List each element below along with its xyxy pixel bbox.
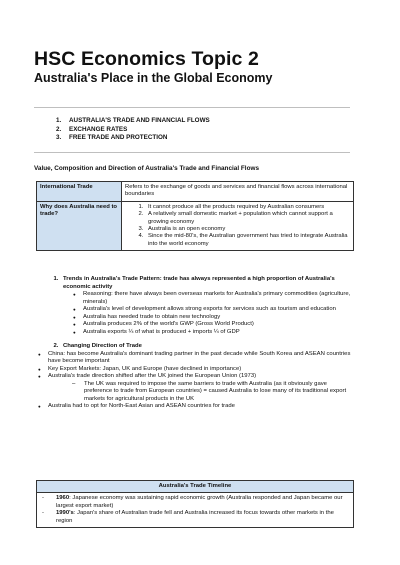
bullet-item: ● Reasoning: there have always been overseas markets for Australia's primary commodities (agriculture, minerals): [73, 291, 356, 306]
bullet-item: – The UK was required to impose the same barriers to trade with Australia (as it obviously gave preference to trade from European countries) = caused Australia to lose many of its traditional export markets for agricultural products in the UK: [74, 381, 356, 404]
section-heading: Value, Composition and Direction of Australia's Trade and Financial Flows: [34, 165, 259, 172]
list-item: [60, 276, 356, 336]
bullet-item: ● Australia has needed trade to obtain new technology: [73, 314, 356, 322]
definition-cell: [122, 201, 354, 250]
definition-cell: Refers to the exchange of goods and services and financial flows across international boundaries: [122, 182, 354, 202]
trade-timeline-table: [36, 480, 354, 528]
direction-heading: Changing Direction of Trade: [63, 343, 142, 349]
table-row: [37, 201, 354, 250]
direction-bullets: [38, 351, 356, 381]
trends-bullets: [63, 291, 356, 336]
table-row: [37, 493, 354, 528]
timeline-list: [40, 495, 350, 525]
page-subtitle: Australia's Place in the Global Economy: [34, 71, 273, 85]
list-item: [48, 343, 356, 411]
table-of-contents: [56, 117, 210, 143]
bullet-item: ● Australia had to opt for North-East Asian and ASEAN countries for trade: [38, 403, 356, 411]
timeline-cell: [37, 493, 354, 528]
reasons-list: [125, 204, 350, 248]
bullet-item: ● Australia exports ¼ of what is produced + imports ¼ of GDP: [73, 329, 356, 337]
list-item: 4. Since the mid-80's, the Australian government has tried to integrate Australia into the world economy: [145, 233, 350, 248]
timeline-item: - 1990's: Japan's share of Australian trade fell and Australia increased its focus towards other markets in the region: [40, 510, 350, 525]
definition-table: [36, 181, 354, 251]
list-item: 3. Australia is an open economy: [145, 226, 350, 233]
toc-item: 2. EXCHANGE RATES: [56, 125, 128, 133]
timeline-heading: Australia's Trade Timeline: [37, 481, 354, 493]
toc-item: 1. AUSTRALIA'S TRADE AND FINANCIAL FLOWS: [56, 117, 210, 124]
timeline-item: - 1960: Japanese economy was sustaining rapid economic growth (Australia responded and Japan became our largest export market): [40, 495, 350, 510]
direction-bullets-end: [38, 403, 356, 411]
term-cell: International Trade: [37, 182, 122, 202]
divider-bottom: [34, 152, 350, 153]
direction-sub-bullets: [38, 381, 356, 404]
bullet-item: ● Key Export Markets: Japan, UK and Europe (have declined in importance): [38, 366, 356, 374]
trends-heading: Trends in Australia's Trade Pattern: trade has always represented a high proportion of Australia's economic activity: [63, 276, 335, 290]
notes-body: [34, 276, 356, 411]
notes-list: [34, 276, 356, 411]
list-item: 1. It cannot produce all the products required by Australian consumers: [145, 204, 350, 211]
bullet-item: ● Australia's level of development allows strong exports for services such as tourism and education: [73, 306, 356, 314]
table-row: [37, 182, 354, 202]
term-cell: Why does Australia need to trade?: [37, 201, 122, 250]
page-title: HSC Economics Topic 2: [34, 48, 259, 70]
bullet-item: ● Australia produces 2% of the world's GWP (Gross World Product): [73, 321, 356, 329]
divider-top: [34, 107, 350, 108]
toc-item: 3. FREE TRADE AND PROTECTION: [56, 134, 168, 142]
table-row: [37, 481, 354, 493]
bullet-item: ● Australia's trade direction shifted after the UK joined the European Union (1973): [38, 373, 356, 381]
list-item: 2. A relatively small domestic market + population which cannot support a growing economy: [145, 211, 350, 226]
bullet-item: ● China: has become Australia's dominant trading partner in the past decade while South Korea and ASEAN countries have become important: [38, 351, 356, 366]
